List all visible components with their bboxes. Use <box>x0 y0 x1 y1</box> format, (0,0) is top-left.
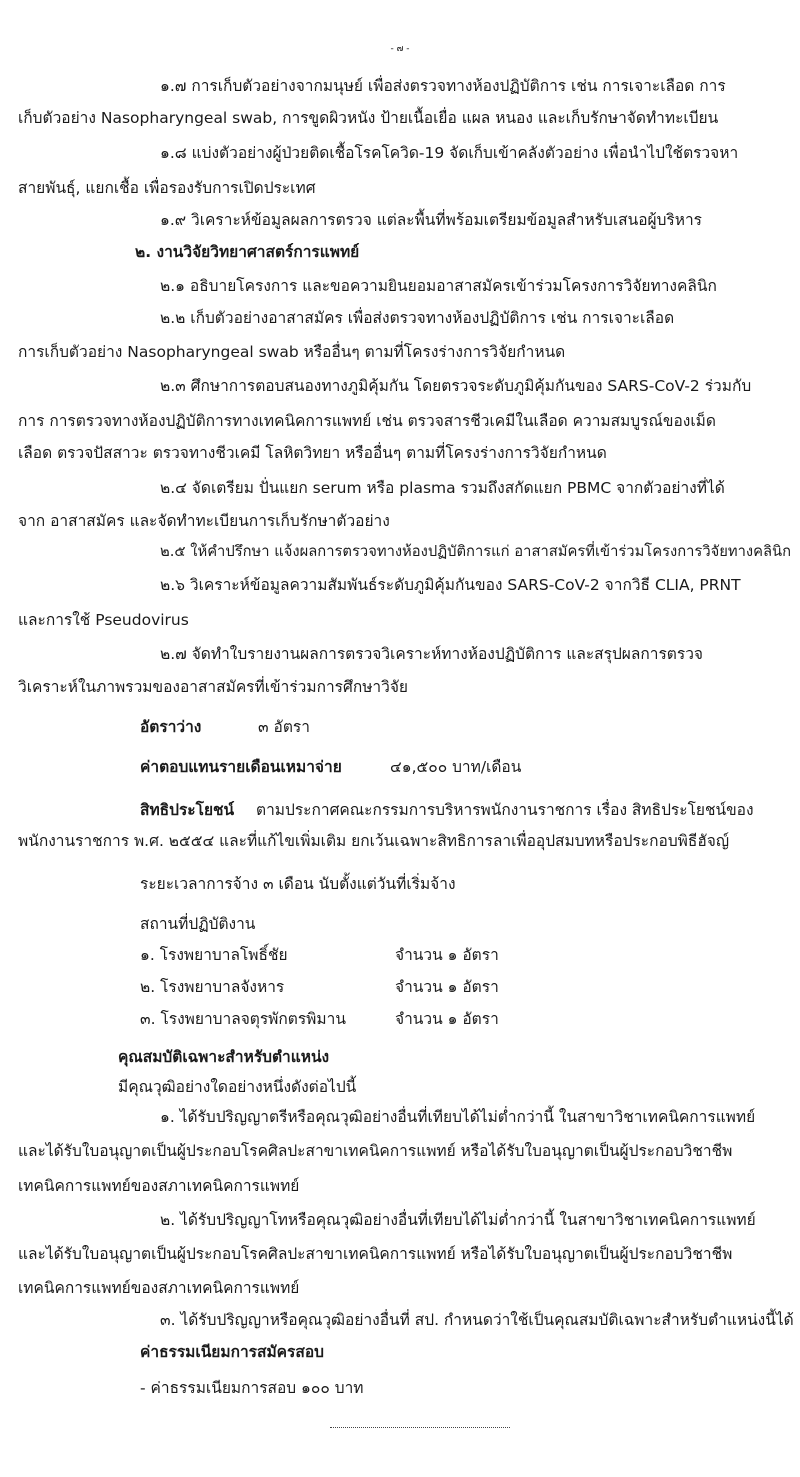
item-2-3-line-2: การ การตรวจทางห้องปฏิบัติการทางเทคนิคการแพทย์ เช่น ตรวจสารชีวเคมีในเลือด ความสมบูรณ์ของเม็ด <box>18 412 716 430</box>
page-number: - ๗ - <box>390 44 410 54</box>
employment-duration: ระยะเวลาการจ้าง ๓ เดือน นับตั้งแต่วันที่เริ่มจ้าง <box>140 875 456 893</box>
item-1-9: ๑.๙ วิเคราะห์ข้อมูลผลการตรวจ แต่ละพื้นที่พร้อมเตรียมข้อมูลสำหรับเสนอผู้บริหาร <box>160 211 702 229</box>
salary-label: ค่าตอบแทนรายเดือนเหมาจ่าย <box>140 758 342 776</box>
qualification-3: ๓. ได้รับปริญญาหรือคุณวุฒิอย่างอื่นที่ สป. กำหนดว่าใช้เป็นคุณสมบัติเฉพาะสำหรับตำแหน่งนี้ได้ <box>160 1311 794 1329</box>
item-2-2-line-1: ๒.๒ เก็บตัวอย่างอาสาสมัคร เพื่อส่งตรวจทางห้องปฏิบัติการ เช่น การเจาะเลือด <box>160 309 675 327</box>
locations-heading: สถานที่ปฏิบัติงาน <box>140 915 256 933</box>
salary-value: ๔๑,๕๐๐ บาท/เดือน <box>390 758 522 776</box>
benefits-line-2: พนักงานราชการ พ.ศ. ๒๕๕๔ และที่แก้ไขเพิ่มเติม ยกเว้นเฉพาะสิทธิการลาเพื่ออุปสมบทหรือประกอบพิธีฮัจญ์ <box>18 832 730 850</box>
item-2-7-line-1: ๒.๗ จัดทำใบรายงานผลการตรวจวิเคราะห์ทางห้องปฏิบัติการ และสรุปผลการตรวจ <box>160 645 703 663</box>
qualification-2-line-1: ๒. ได้รับปริญญาโทหรือคุณวุฒิอย่างอื่นที่เทียบได้ไม่ต่ำกว่านี้ ในสาขาวิชาเทคนิคการแพทย์ <box>160 1211 756 1229</box>
location-name: ๒. โรงพยาบาลจังหาร <box>140 978 285 996</box>
item-2-6-line-1: ๒.๖ วิเคราะห์ข้อมูลความสัมพันธ์ระดับภูมิคุ้มกันของ SARS-CoV-2 จากวิธี CLIA, PRNT <box>160 576 741 594</box>
item-2-5: ๒.๕ ให้คำปรึกษา แจ้งผลการตรวจทางห้องปฏิบัติการแก่ อาสาสมัครที่เข้าร่วมโครงการวิจัยทางคลินิก <box>160 543 792 560</box>
item-2-4-line-1: ๒.๔ จัดเตรียม ปั่นแยก serum หรือ plasma รวมถึงสกัดแยก PBMC จากตัวอย่างที่ได้ <box>160 479 725 497</box>
item-1-7-line-1: ๑.๗ การเก็บตัวอย่างจากมนุษย์ เพื่อส่งตรวจทางห้องปฏิบัติการ เช่น การเจาะเลือด การ <box>160 77 726 95</box>
fees-heading: ค่าธรรมเนียมการสมัครสอบ <box>140 1343 324 1361</box>
location-count: จำนวน ๑ อัตรา <box>395 946 499 964</box>
location-name: ๑. โรงพยาบาลโพธิ์ชัย <box>140 946 288 964</box>
item-2-3-line-1: ๒.๓ ศึกษาการตอบสนองทางภูมิคุ้มกัน โดยตรวจระดับภูมิคุ้มกันของ SARS-CoV-2 ร่วมกับ <box>160 377 752 395</box>
location-name: ๓. โรงพยาบาลจตุรพักตรพิมาน <box>140 1010 346 1028</box>
exam-fee: - ค่าธรรมเนียมการสอบ ๑๐๐ บาท <box>140 1379 364 1397</box>
qualifications-intro: มีคุณวุฒิอย่างใดอย่างหนึ่งดังต่อไปนี้ <box>118 1078 357 1096</box>
item-2-3-line-3: เลือด ตรวจปัสสาวะ ตรวจทางชีวเคมี โลหิตวิทยา หรืออื่นๆ ตามที่โครงร่างการวิจัยกำหนด <box>18 444 607 462</box>
qualification-1-line-1: ๑. ได้รับปริญญาตรีหรือคุณวุฒิอย่างอื่นที่เทียบได้ไม่ต่ำกว่านี้ ในสาขาวิชาเทคนิคการแพทย์ <box>160 1108 756 1126</box>
vacancy-label: อัตราว่าง <box>140 718 202 736</box>
item-2-2-line-2: การเก็บตัวอย่าง Nasopharyngeal swab หรืออื่นๆ ตามที่โครงร่างการวิจัยกำหนด <box>18 343 566 361</box>
vacancy-value: ๓ อัตรา <box>258 718 310 736</box>
item-1-8-line-2: สายพันธุ์, แยกเชื้อ เพื่อรองรับการเปิดประเทศ <box>18 179 316 197</box>
item-1-7-line-2: เก็บตัวอย่าง Nasopharyngeal swab, การขูดผิวหนัง ป้ายเนื้อเยื่อ แผล หนอง และเก็บรักษาจัดทำทะเบียน <box>18 109 719 127</box>
end-divider <box>330 1427 510 1428</box>
benefits-label: สิทธิประโยชน์ <box>140 801 235 819</box>
item-2-7-line-2: วิเคราะห์ในภาพรวมของอาสาสมัครที่เข้าร่วมการศึกษาวิจัย <box>18 678 408 696</box>
location-count: จำนวน ๑ อัตรา <box>395 1010 499 1028</box>
item-2-1: ๒.๑ อธิบายโครงการ และขอความยินยอมอาสาสมัครเข้าร่วมโครงการวิจัยทางคลินิก <box>160 277 717 295</box>
qualification-1-line-3: เทคนิคการแพทย์ของสภาเทคนิคการแพทย์ <box>18 1177 300 1195</box>
location-count: จำนวน ๑ อัตรา <box>395 978 499 996</box>
qualification-2-line-2: และได้รับใบอนุญาตเป็นผู้ประกอบโรคศิลปะสาขาเทคนิคการแพทย์ หรือได้รับใบอนุญาตเป็นผู้ประกอบวิชาชีพ <box>18 1245 733 1263</box>
item-2-6-line-2: และการใช้ Pseudovirus <box>18 611 189 629</box>
item-2-4-line-2: จาก อาสาสมัคร และจัดทำทะเบียนการเก็บรักษาตัวอย่าง <box>18 512 390 530</box>
qualifications-heading: คุณสมบัติเฉพาะสำหรับตำแหน่ง <box>118 1048 330 1066</box>
benefits-line-1: ตามประกาศคณะกรรมการบริหารพนักงานราชการ เรื่อง สิทธิประโยชน์ของ <box>256 801 754 819</box>
qualification-2-line-3: เทคนิคการแพทย์ของสภาเทคนิคการแพทย์ <box>18 1279 300 1297</box>
item-1-8-line-1: ๑.๘ แบ่งตัวอย่างผู้ป่วยติดเชื้อโรคโควิด-19 จัดเก็บเข้าคลังตัวอย่าง เพื่อนำไปใช้ตรวจหา <box>160 144 739 162</box>
qualification-1-line-2: และได้รับใบอนุญาตเป็นผู้ประกอบโรคศิลปะสาขาเทคนิคการแพทย์ หรือได้รับใบอนุญาตเป็นผู้ประกอบวิชาชีพ <box>18 1142 733 1160</box>
section-2-heading: ๒. งานวิจัยวิทยาศาสตร์การแพทย์ <box>135 243 360 261</box>
